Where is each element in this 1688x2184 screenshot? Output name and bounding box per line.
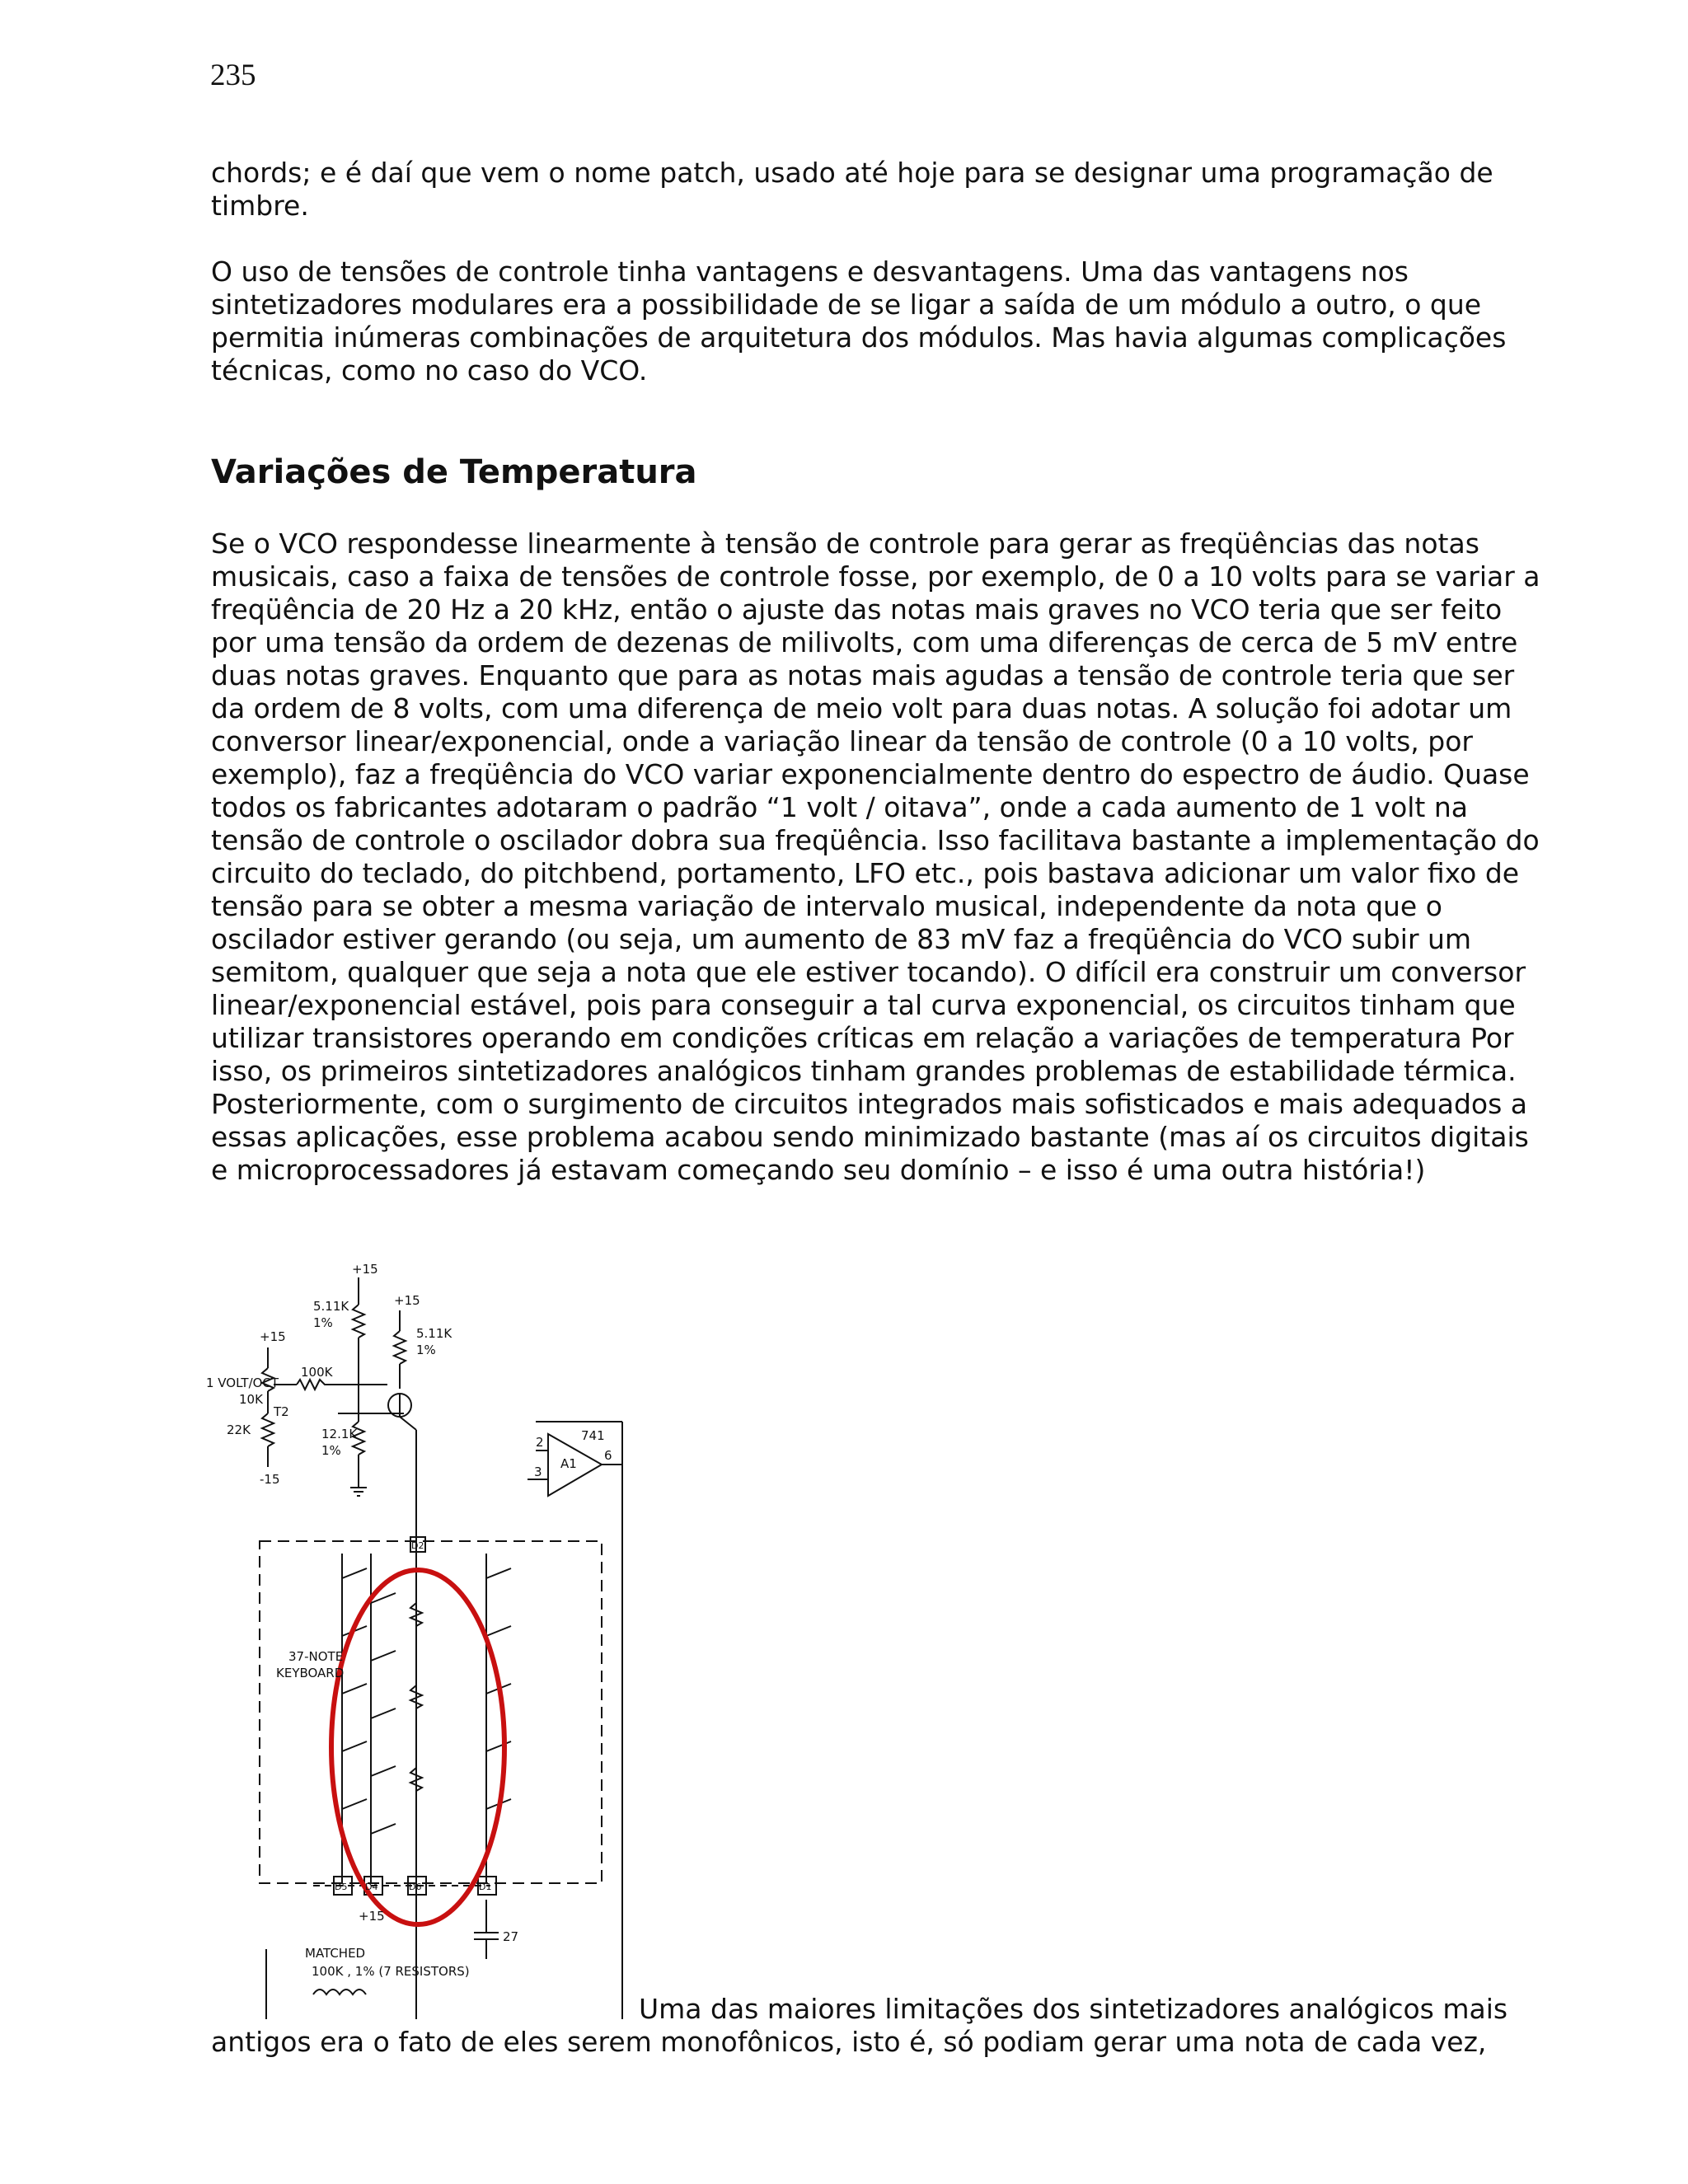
label: +15 [352, 1262, 378, 1277]
label: T2 [274, 1404, 289, 1419]
label: 37-NOTE [288, 1649, 344, 1664]
label: D4 [365, 1882, 378, 1892]
keyboard-box [260, 1541, 602, 1883]
paragraph-temperature: Se o VCO respondesse linearmente à tensão de controle para gerar as freqüências das notas musicais, caso a faixa de tensões de controle fosse, por exemplo, de 0 a 10 volts para se variar a freqüência de 20 Hz a 20 kHz, então o ajuste das notas mais graves no VCO teria que ser feito por uma tensão da ordem de dezenas de milivolts, com uma diferenças de cerca de 5 mV entre duas notas graves. Enquanto que para as notas mais agudas a tensão de controle teria que ser da ordem de 8 volts, com uma diferença de meio volt para duas notas. A solução foi adotar um conversor linear/exponencial, onde a variação linear da tensão de controle (0 a 10 volts, por exemplo), faz a freqüência do VCO variar exponencialmente dentro do espectro de áudio. Quase todos os fabricantes adotaram o padrão “1 volt / oitava”, onde a cada aumento de 1 volt na tensão de controle o oscilador dobra sua freqüência. Isso facilitava bastante a implementação do circuito do teclado, do pitchbend, portamento, LFO etc., pois bastava adicionar um valor fixo de tensão para se obter a mesma variação de intervalo musical, independente da nota que o oscilador estiver gerando (ou seja, um aumento de 83 mV faz a freqüência do VCO subir um semitom, qualquer que seja a nota que ele estiver tocando). O difícil era construir um conversor linear/exponencial estável, pois para conseguir a tal curva exponencial, os circuitos tinham que utilizar transistores operando em condições críticas em relação a variações de temperatura Por isso, os primeiros sintetizadores analógicos tinham grandes problemas de estabilidade térmica. Posteriormente, com o surgimento de circuitos integrados mais sofisticados e mais adequados a essas aplicações, esse problema acabou sendo minimizado bastante (mas aí os circuitos digitais e microprocessadores já estavam começando seu domínio – e isso é uma outra história!) [211, 527, 1540, 1186]
label: 22K [227, 1422, 251, 1437]
wrapped-text-line: Uma das maiores limitações dos sintetizadores analógicos mais [639, 1993, 1508, 2025]
label: D2 [411, 1540, 424, 1551]
label: 5.11K [313, 1299, 349, 1314]
paragraph-control-voltage: O uso de tensões de controle tinha vantagens e desvantagens. Uma das vantagens nos sintetizadores modulares era a possibilidade de se ligar a saída de um módulo a outro, o que permitia inúmeras combinações de arquitetura dos módulos. Mas havia algumas complicações técnicas, como no caso do VCO. [211, 255, 1507, 387]
keyboard-circuit-diagram [206, 1249, 651, 2023]
label: 3 [534, 1465, 542, 1479]
label: KEYBOARD [276, 1666, 345, 1680]
resistor-511k-right [394, 1331, 406, 1364]
label: 2 [536, 1435, 544, 1450]
paragraph-monophonic: antigos era o fato de eles serem monofônicos, isto é, só podiam gerar uma nota de cada vez, [211, 2026, 1487, 2058]
label: D6 [409, 1882, 422, 1892]
label: 5.11K [416, 1326, 452, 1341]
label: 100K [301, 1365, 333, 1380]
label: D5 [335, 1882, 348, 1892]
label: 1% [321, 1443, 341, 1458]
label: -15 [260, 1472, 280, 1487]
label: 1% [313, 1315, 333, 1330]
resistor-511k-left [353, 1305, 364, 1338]
label: 10K [239, 1392, 263, 1407]
page-number: 235 [210, 59, 256, 92]
paragraph-patch: chords; e é daí que vem o nome patch, usado até hoje para se designar uma programação de timbre. [211, 157, 1493, 222]
section-heading: Variações de Temperatura [211, 453, 697, 491]
label: +15 [260, 1329, 286, 1344]
label: D1 [479, 1882, 492, 1892]
highlight-ellipse [331, 1570, 504, 1924]
label: +15 [359, 1909, 385, 1924]
label: 27 [503, 1929, 519, 1944]
label: 100K , 1% (7 RESISTORS) [312, 1964, 470, 1979]
label: 6 [604, 1448, 612, 1463]
resistor-100k [297, 1380, 338, 1390]
label: 12.1K [321, 1427, 358, 1441]
label: A1 [560, 1456, 577, 1471]
label: 1 VOLT/OCT [206, 1376, 279, 1390]
label: 1% [416, 1343, 436, 1357]
label: +15 [394, 1293, 420, 1308]
label: 741 [581, 1428, 605, 1443]
resistor-22k [262, 1413, 274, 1446]
label: MATCHED [305, 1946, 366, 1961]
